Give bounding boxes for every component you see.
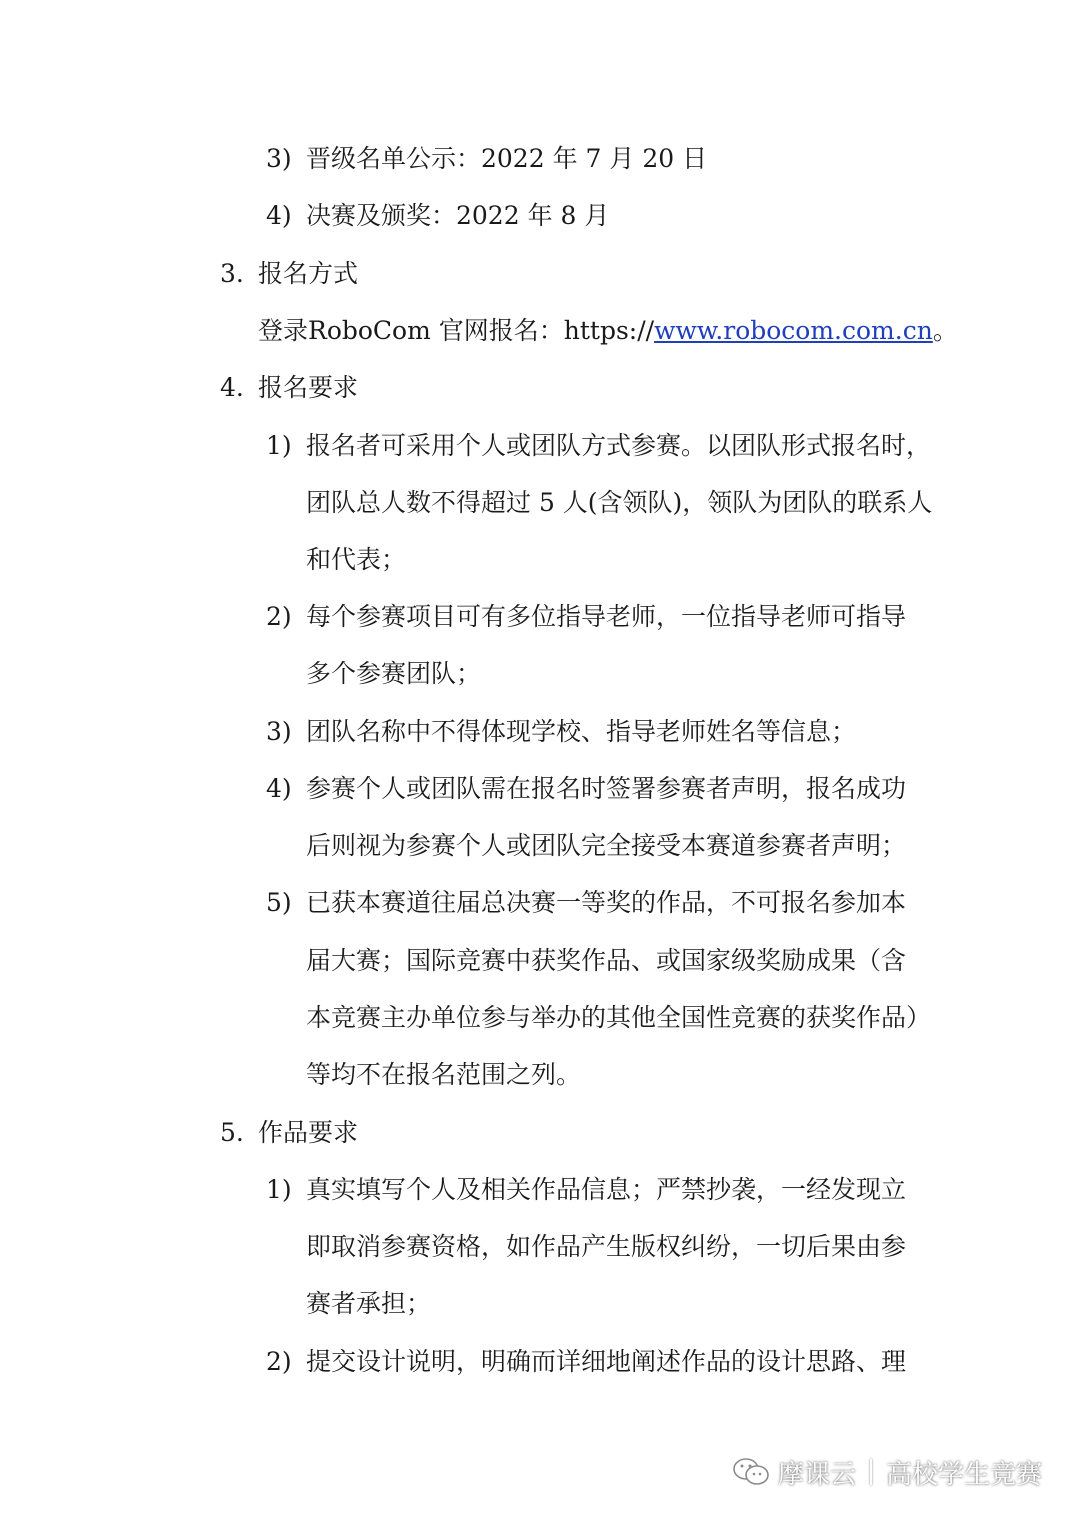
section-title: 作品要求 (258, 1118, 359, 1147)
section-title: 报名方式 (258, 259, 359, 288)
section-number: 5. (220, 1118, 244, 1147)
work-requirement-line: 真实填写个人及相关作品信息；严禁抄袭，一经发现立 (306, 1175, 907, 1204)
requirement-line: 每个参赛项目可有多位指导老师，一位指导老师可指导 (306, 602, 907, 631)
work-requirement-line: 提交设计说明，明确而详细地阐述作品的设计思路、理 (306, 1347, 907, 1376)
requirement-line: 和代表； (306, 545, 407, 574)
requirement-number: 5) (266, 888, 292, 917)
requirement-line: 多个参赛团队； (306, 659, 482, 688)
requirement-line: 届大赛；国际竞赛中获奖作品、或国家级奖励成果（含 (306, 946, 907, 975)
robocom-website-link[interactable]: www.robocom.com.cn (654, 316, 933, 345)
work-requirement-number: 1) (266, 1175, 292, 1204)
section-title: 报名要求 (258, 373, 359, 402)
registration-text-end: 。 (932, 316, 958, 345)
watermark-separator (870, 1459, 872, 1485)
requirement-number: 1) (266, 431, 292, 460)
requirement-line: 报名者可采用个人或团队方式参赛。以团队形式报名时， (306, 431, 932, 460)
schedule-item-text: 晋级名单公示：2022 年 7 月 20 日 (306, 144, 708, 173)
section-number: 3. (220, 259, 244, 288)
watermark-account: 高校学生竞赛 (886, 1459, 1043, 1490)
schedule-item-number: 4) (266, 201, 292, 230)
requirement-line: 已获本赛道往届总决赛一等奖的作品，不可报名参加本 (306, 888, 907, 917)
requirement-line: 参赛个人或团队需在报名时签署参赛者声明，报名成功 (306, 774, 907, 803)
requirement-line: 本竞赛主办单位参与举办的其他全国性竞赛的获奖作品） (306, 1003, 932, 1032)
work-requirement-line: 赛者承担； (306, 1289, 432, 1318)
requirement-number: 2) (266, 602, 292, 631)
section-number: 4. (220, 373, 244, 402)
requirement-line: 团队总人数不得超过 5 人(含领队)，领队为团队的联系人 (306, 488, 933, 517)
watermark-source: 摩课云 (778, 1459, 857, 1490)
requirement-line: 等均不在报名范围之列。 (306, 1060, 582, 1089)
schedule-item-number: 3) (266, 144, 292, 173)
registration-text: 登录RoboCom 官网报名：https:// (258, 316, 655, 345)
registration-paragraph (258, 318, 958, 343)
requirement-number: 3) (266, 717, 292, 746)
work-requirement-line: 即取消参赛资格，如作品产生版权纠纷，一切后果由参 (306, 1232, 907, 1261)
work-requirement-number: 2) (266, 1347, 292, 1376)
requirement-line: 后则视为参赛个人或团队完全接受本赛道参赛者声明； (306, 831, 907, 860)
requirement-number: 4) (266, 774, 292, 803)
requirement-line: 团队名称中不得体现学校、指导老师姓名等信息； (306, 717, 857, 746)
schedule-item-text: 决赛及颁奖：2022 年 8 月 (306, 201, 610, 230)
watermark (732, 1452, 1042, 1492)
wechat-icon (732, 1456, 770, 1488)
